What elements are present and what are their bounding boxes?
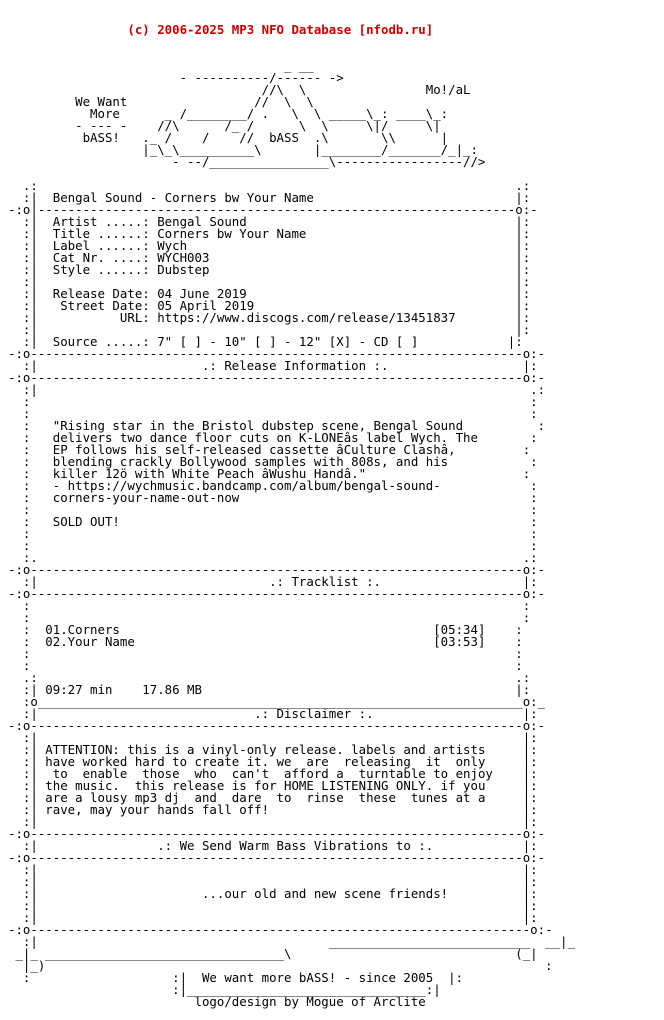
nfo-line: :| .: Release Information :. |: <box>8 358 538 373</box>
nfo-line: :| Source .....: 7" [ ] - 10" [ ] - 12" [X] - CD [ ] |: <box>8 334 523 349</box>
nfo-line: :| 09:27 min 17.86 MB |: <box>8 682 531 697</box>
nfo-line: -:o------------------------------------------------------------------o:- <box>8 718 546 733</box>
nfo-line: |_) : <box>8 958 553 973</box>
nfo-line: :| Label ......: Wych |: <box>8 238 531 253</box>
nfo-line: : blending crackly Bollywood samples with 808s, and his : <box>8 454 538 469</box>
nfo-line: :| |: <box>8 862 538 877</box>
nfo-line: :| ___________________________ __|_ <box>8 934 575 949</box>
nfo-line: -:o-------------------------------------------------------------------o:- <box>8 922 553 937</box>
nfo-line: : : <box>8 658 523 673</box>
nfo-line: :| |: <box>8 814 538 829</box>
nfo-line: -:o------------------------------------------------------------------o:- <box>8 826 546 841</box>
nfo-line: : : <box>8 598 531 613</box>
nfo-line: : :| We want more bASS! - since 2005 |: <box>8 970 464 985</box>
nfo-line: : killer 12ö with White Peach âWushu Handâ." : <box>8 466 531 481</box>
nfo-line: -:o|----------------------------------------------------------------o:- <box>8 202 538 217</box>
nfo-line: :| Street Date: 05 April 2019 |: <box>8 298 531 313</box>
nfo-line: :| Artist .....: Bengal Sound |: <box>8 214 531 229</box>
nfo-line: : : <box>8 526 538 541</box>
nfo-line: :| |: <box>8 322 531 337</box>
nfo-line: :| are a lousy mp3 dj and dare to rinse these tunes at a |: <box>8 790 538 805</box>
nfo-text <box>8 0 575 1020</box>
nfo-line: : EP follows his self-released cassette âCulture Clashâ, : <box>8 442 531 457</box>
nfo-line: :| .: Tracklist :. |: <box>8 574 538 589</box>
nfo-line: .: .: <box>8 178 531 193</box>
nfo-line: :| |: <box>8 874 538 889</box>
nfo-line: logo/design by Mogue of Arclite <box>8 994 426 1009</box>
nfo-line: :| URL: https://www.discogs.com/release/13451837 |: <box>8 310 531 325</box>
nfo-line: bASS! ._ / / // bASS .\ \\ | <box>8 130 449 145</box>
nfo-line: : 01.Corners [05:34] : <box>8 622 523 637</box>
nfo-line: -:o------------------------------------------------------------------o:- <box>8 586 546 601</box>
nfo-line: : : <box>8 610 531 625</box>
nfo-line: : 02.Your Name [03:53] : <box>8 634 523 649</box>
nfo-body <box>8 60 575 1008</box>
nfo-line: -:o------------------------------------------------------------------o:- <box>8 370 546 385</box>
nfo-line: -:o------------------------------------------------------------------o:- <box>8 850 546 865</box>
nfo-line: :| have worked hard to create it. we are releasing it only |: <box>8 754 538 769</box>
nfo-line: - --- - //\ /_ / \ \ \|/ \| <box>8 118 441 133</box>
nfo-line: :| Cat Nr. ....: WYCH003 |: <box>8 250 531 265</box>
nfo-line: :| Release Date: 04 June 2019 |: <box>8 286 531 301</box>
nfo-line: -:o------------------------------------------------------------------o:- <box>8 562 546 577</box>
nfo-line: :| |: <box>8 730 538 745</box>
nfo-line: More _ /________/ . \ \ _____\_: ____\_: <box>8 106 449 121</box>
nfo-line: :. .: <box>8 550 538 565</box>
nfo-line: :| .: Disclaimer :. |: <box>8 706 538 721</box>
nfo-line: : "Rising star in the Bristol dubstep scene, Bengal Sound : <box>8 418 546 433</box>
nfo-line: : delivers two dance floor cuts on K-LONEâs label Wych. The : <box>8 430 538 445</box>
nfo-line: :| the music. this release is for HOME LISTENING ONLY. if you |: <box>8 778 538 793</box>
nfo-line: :|________________________________:| <box>8 982 441 997</box>
nfo-line: : : <box>8 394 538 409</box>
nfo-line: - --/________________\-----------------//> <box>8 154 486 169</box>
nfo-line: : : <box>8 406 538 421</box>
nfo-line: _ __ <box>8 58 314 73</box>
nfo-line: : SOLD OUT! : <box>8 514 538 529</box>
nfo-line: _|_ ________________________________\ (_| <box>8 946 538 961</box>
nfo-line: :| rave, may your hands fall off! |: <box>8 802 538 817</box>
nfo-line: .: .: <box>8 670 531 685</box>
nfo-line: :| |: <box>8 910 538 925</box>
nfo-line: : : <box>8 538 538 553</box>
nfo-line: :| Title ......: Corners bw Your Name |: <box>8 226 531 241</box>
nfo-line: :| to enable those who can't afford a turntable to enjoy |: <box>8 766 538 781</box>
nfo-line: :o_________________________________________________________________o:_ <box>8 694 546 709</box>
nfo-line: -:o------------------------------------------------------------------o:- <box>8 346 546 361</box>
nfo-line: We Want // \ \ <box>8 94 314 109</box>
nfo-line: |_\_\__________\ |________/_______/_|_: <box>8 142 478 157</box>
nfo-line: :| .: <box>8 382 546 397</box>
nfo-line: :| Style ......: Dubstep |: <box>8 262 531 277</box>
copyright-header: (c) 2006-2025 MP3 NFO Database [nfodb.ru] <box>8 22 434 37</box>
nfo-line: :| .: We Send Warm Bass Vibrations to :. |: <box>8 838 538 853</box>
nfo-line: :| ...our old and new scene friends! |: <box>8 886 538 901</box>
nfo-line: :| ATTENTION: this is a vinyl-only release. labels and artists |: <box>8 742 538 757</box>
nfo-line: :| Bengal Sound - Corners bw Your Name |: <box>8 190 531 205</box>
nfo-line: : : <box>8 502 538 517</box>
nfo-line: :| |: <box>8 898 538 913</box>
nfo-line: : - https://wychmusic.bandcamp.com/album/bengal-sound- : <box>8 478 538 493</box>
nfo-line: - ----------/------ -> <box>8 70 344 85</box>
nfo-line: :| |: <box>8 274 531 289</box>
nfo-line: : corners-your-name-out-now : <box>8 490 538 505</box>
nfo-line: //\ \ Mo!/aL <box>8 82 471 97</box>
nfo-line: : : <box>8 646 523 661</box>
